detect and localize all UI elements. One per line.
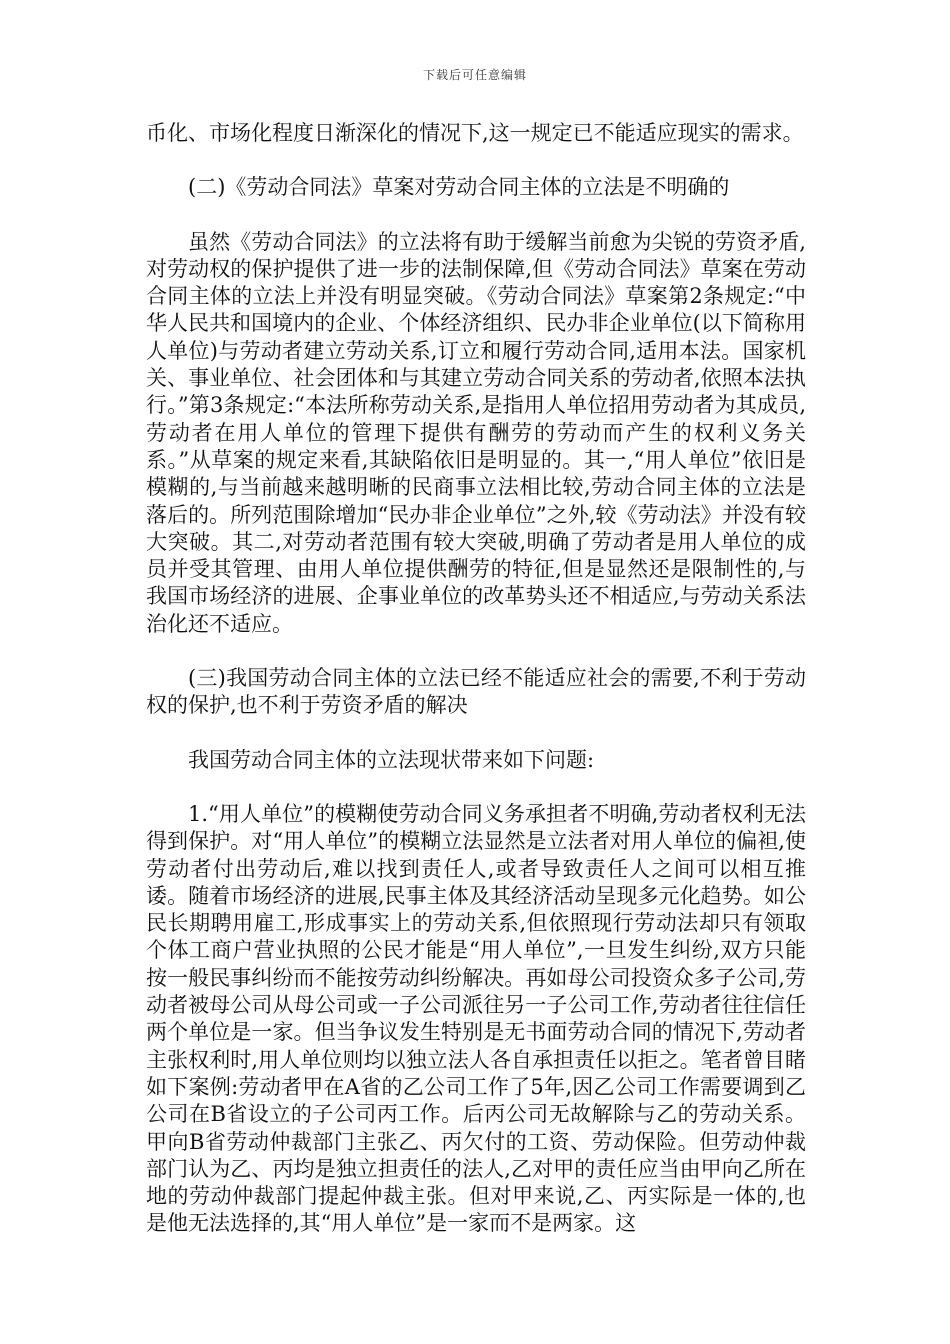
page-header-watermark: 下载后可任意编辑 bbox=[422, 68, 527, 82]
section-heading-2: (二)《劳动合同法》草案对劳动合同主体的立法是不明确的 bbox=[188, 175, 730, 200]
paragraph-continuation: 币化、市场化程度日渐深化的情况下,这一规定已不能适应现实的需求。 bbox=[146, 121, 804, 145]
section-heading-3: (三)我国劳动合同主体的立法已经不能适应社会的需要,不利于劳动权的保护,也不利于劳资矛盾的解决 bbox=[146, 666, 806, 718]
document-body bbox=[146, 120, 806, 1238]
paragraph-problems-intro: 我国劳动合同主体的立法现状带来如下问题: bbox=[188, 747, 595, 772]
paragraph-draft-analysis: 虽然《劳动合同法》的立法将有助于缓解当前愈为尖锐的劳资矛盾,对劳动权的保护提供了进一步的法制保障,但《劳动合同法》草案在劳动合同主体的立法上并没有明显突破。《劳动合同法》草案第2条规定:“中华人民共和国境内的企业、个体经济组织、民办非企业单位(以下简称用人单位)与劳动者建立劳动关系,订立和履行劳动合同,适用本法。国家机关、事业单位、社会团体和与其建立劳动合同关系的劳动者,依照本法执行。”第3条规定:“本法所称劳动关系,是指用人单位招用劳动者为其成员,劳动者在用人单位的管理下提供有酬劳的劳动而产生的权利义务关系。”从草案的规定来看,其缺陷依旧是明显的。其一,“用人单位”依旧是模糊的,与当前越来越明晰的民商事立法相比较,劳动合同主体的立法是落后的。所列范围除增加“民办非企业单位”之外,较《劳动法》并没有较大突破。其二,对劳动者范围有较大突破,明确了劳动者是用人单位的成员并受其管理、由用人单位提供酬劳的特征,但是显然还是限制性的,与我国市场经济的进展、企事业单位的改革势头还不相适应,与劳动关系法治化还不适应。 bbox=[146, 229, 806, 636]
paragraph-problem-1: 1.“用人单位”的模糊使劳动合同义务承担者不明确,劳动者权利无法得到保护。对“用人单位”的模糊立法显然是立法者对用人单位的偏袒,使劳动者付出劳动后,难以找到责任人,或者导致责任人之间可以相互推诿。随着市场经济的进展,民事主体及其经济活动呈现多元化趋势。如公民长期聘用雇工,形成事实上的劳动关系,但依照现行劳动法却只有领取个体工商户营业执照的公民才能是“用人单位”,一旦发生纠纷,双方只能按一般民事纠纷而不能按劳动纠纷解决。再如母公司投资众多子公司,劳动者被母公司从母公司或一子公司派往另一子公司工作,劳动者往往信任两个单位是一家。但当争议发生特别是无书面劳动合同的情况下,劳动者主张权利时,用人单位则均以独立法人各自承担责任以拒之。笔者曾目睹如下案例:劳动者甲在A省的乙公司工作了5年,因乙公司工作需要调到乙公司在B省设立的子公司丙工作。后丙公司无故解除与乙的劳动关系。甲向B省劳动仲裁部门主张乙、丙欠付的工资、劳动保险。但劳动仲裁部门认为乙、丙均是独立担责任的法人,乙对甲的责任应当由甲向乙所在地的劳动仲裁部门提起仲裁主张。但对甲来说,乙、丙实际是一体的,也是他无法选择的,其“用人单位”是一家而不是两家。这 bbox=[146, 801, 806, 1236]
